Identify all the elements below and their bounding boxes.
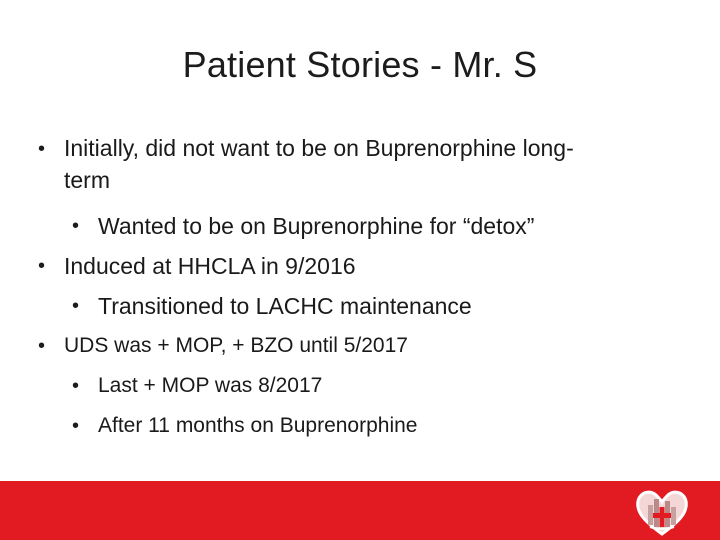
bullet-text: Transitioned to LACHC maintenance xyxy=(98,293,472,319)
bullet-text: Initially, did not want to be on Buprenorphine long-term xyxy=(64,135,574,193)
bullet-item xyxy=(34,130,694,206)
heart-cross-logo-icon xyxy=(634,487,690,537)
bullet-text: Induced at HHCLA in 9/2016 xyxy=(64,253,356,279)
bullet-icon: • xyxy=(72,375,80,397)
bullet-item xyxy=(34,326,694,366)
bullet-text: UDS was + MOP, + BZO until 5/2017 xyxy=(64,334,408,357)
bullet-text: Last + MOP was 8/2017 xyxy=(98,374,323,397)
bullet-icon: • xyxy=(72,215,80,237)
bullet-item xyxy=(34,206,694,246)
footer-bar xyxy=(0,481,720,540)
bullet-text: Wanted to be on Buprenorphine for “detox” xyxy=(98,213,535,239)
bullet-item xyxy=(34,286,694,326)
bullet-list xyxy=(34,130,694,446)
bullet-text: After 11 months on Buprenorphine xyxy=(98,414,418,437)
slide-title: Patient Stories - Mr. S xyxy=(182,44,538,85)
bullet-icon: • xyxy=(38,138,46,160)
bullet-icon: • xyxy=(72,415,80,437)
bullet-icon: • xyxy=(72,295,80,317)
bullet-item xyxy=(34,406,694,446)
bullet-item xyxy=(34,366,694,406)
bullet-item xyxy=(34,246,694,286)
bullet-icon: • xyxy=(38,335,46,357)
bullet-icon: • xyxy=(38,255,46,277)
